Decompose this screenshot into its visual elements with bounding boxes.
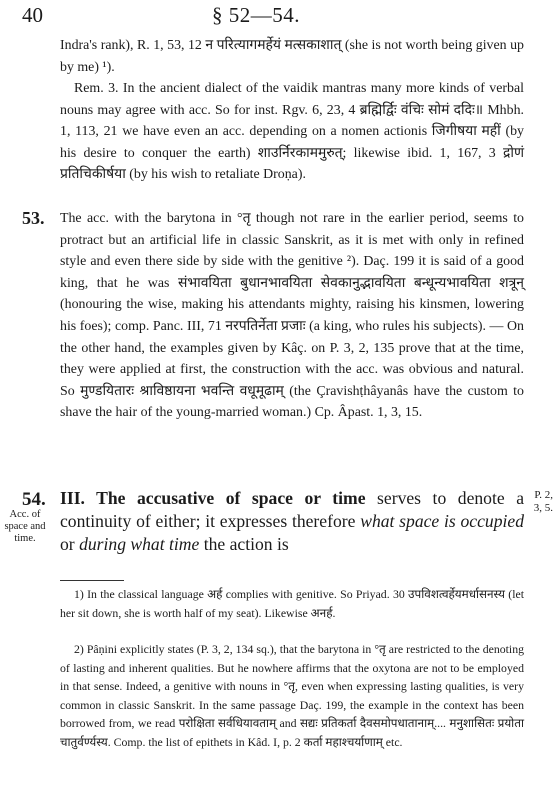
- paragraph-continuation: Indra's rank), R. 1, 53, 12 न परित्यागमर्हेयं मत्सकाशात् (she is not worth being given up by me) ¹).: [60, 38, 524, 75]
- section-number-53: 53.: [22, 208, 45, 228]
- section-54-end: the action is: [199, 534, 289, 554]
- footnote-1: 1) In the classical language अर्ह complies with genitive. So Priyad. 30 उपविशत्वर्हेयमर्धासनस्य (let her sit down, she is worth half of my seat). Likewise अनर्ह.: [60, 587, 524, 620]
- section-54-italic-space: what space is occupied: [360, 511, 524, 531]
- margin-note-left: Acc. of space and time.: [4, 509, 46, 544]
- section-54-lead: III. The accusative of space or time: [60, 488, 366, 508]
- remark-3: Rem. 3. In the ancient dialect of the vaidik mantras many more kinds of verbal nouns may agree with acc. So for inst. Rgv. 6, 23, 4 ब्रह्मिर्द्विः वंचिः सोमं ददिः॥ Mhbh. 1, 113, 21 we have even an acc. depending on a nomen actionis जिगीषया महीं (by his desire to conquer the earth) शाउर्निरकाममुरुत्; likewise ibid. 1, 167, 3 द्रोणं प्रतिचिकीर्षया (by his wish to retaliate Droṇa).: [60, 81, 524, 183]
- margin-note-right: P. 2, 3, 5.: [533, 489, 553, 514]
- section-54-or: or: [60, 534, 80, 554]
- section-number-54: 54.: [22, 489, 46, 510]
- footnote-2: 2) Pâṇini explicitly states (P. 3, 2, 134 sq.), that the barytona in °तृ are restricted to the denoting of lasting and inherent qualities. But he nowhere affirms that the oxytona are not to be employed in that sense. Indeed, a genitive with nouns in °तृ, even when expressing lasting qualities, is very common in classic Sanskrit. In the same passage Daç. 199, the example in the context has been borrowed from, we read परोक्षिता सर्वधियावताम् and सद्यः प्रतिकर्ता दैवसमोपधातानाम्.... मनुशासितः प्रयोता चातुर्वर्ण्यस्य. Comp. the list of epithets in Kâd. I, p. 2 कर्ता महाश्चर्याणाम् etc.: [60, 642, 524, 749]
- page-header: [0, 3, 556, 29]
- section-53-text: The acc. with the barytona in °तृ though not rare in the earlier period, seems to protract but an artificial life in classic Sanskrit, as it is met with only in refined style and even there side by side with the genitive ²). Daç. 199 it is said of a good king, that he was संभावयिता बुधानभावयिता सेवकानुद्भावयिता बन्धून्यभावयिता शत्रून् (honouring the wise, making his attendants mighty, raising his kinsmen, lowering his foes); comp. Panc. III, 71 नरपतिर्नेता प्रजाः (a king, who rules his subjects). — On the other hand, the examples given by Kâç. on P. 3, 2, 135 prove that at the time, they were applied at first, the construction with the acc. was obvious and natural. So मुण्डयितारः श्राविष्ठायना भवन्ति वधूमूढाम् (the Çravishṭhâyanâs have the custom to shave the hair of the young-married woman.) Cp. Âpast. 1, 3, 15.: [60, 211, 524, 421]
- section-54-italic-time: during what time: [79, 534, 200, 554]
- section-54-text: [60, 487, 524, 556]
- section-reference: § 52—54.: [212, 3, 300, 27]
- section-54-body: serves to denote a continuity of either; it expresses therefore: [60, 488, 525, 531]
- page-number: 40: [22, 3, 43, 27]
- footnote-divider: [60, 580, 124, 581]
